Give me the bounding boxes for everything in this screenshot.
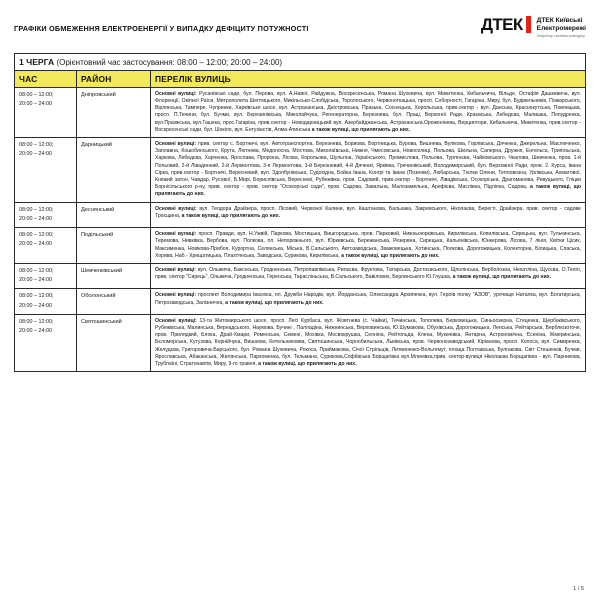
- page-number: 1 / 5: [573, 586, 584, 592]
- row-streets: [151, 87, 586, 137]
- streets-note: а також вулиці, що прилягають до них.: [451, 274, 551, 281]
- column-header-district: РАЙОН: [77, 70, 151, 87]
- streets-text: просп. Правди, вул. Н.Ужвій, Паркова, Мостицька, Вишгородська, пров. Парковий, Нижньоюрківська, Кирилівська, Копилівська, Сирецька, вул. Тульчинська, Теремова, Нивківка, Вербова, вул. Полкова, пл. Непорожнього, вул. Юркивська, Бережанська, Резервна, Сирецька, Кальянівська, Юнкерова, Лісова, 7 лінія, Квітки Цісик, Максименка, Новікова-Прибоя, Курортна, Селянська, Міська, В.Сальського, Автозаводська, Зважовецька, Хотинська, Полкова, Дорогожицька, Колекторна, Білицька, Спаська, Хорива, Наб.- Хрещатицька, Плахтянська, Заводська, Сурикова, Кирилівська,: [155, 231, 582, 259]
- streets-text: прив. сектор с. Бортничі, вул. Автотранспортна, Березнева, Бориова, Бортницька, Бурова, Вишнева, Вулікова, Горлівська, Дяченка, Джерельна, Маслюченко, Заплавна, Кошобинського, Крута, Лютнева, Медоносна, Мостова, Миколаївська, Нижня, Чмесовська, Новоселиці, Польова, Шкільна, Саперна, Дружня, Енгельса, Трипільська, Харкова, Лебедєва, Харченка, Ярослава, Прорізна, Лісова, Корольова, Шульгіна, Українського, Промислова, Польова, Тургенєва, Чайковського, Чкалова, Шевченка, пров. 1-й Польовий, 2-й Лівадинний, 2-й Лермонтова, 3-я Лермонтова, 3-й Березневий, 4-й Дяченкі, Ярківка, Гречинівський, Володимирський, бул. Верховної Ради, пров. 2. Курса, Івана Сірка, прив.сектор - Бортничі, Вересневий, вул. Здолбунівська, Судохідна, Бойка Івана, Конгрі та Івана (Позняки), Любарська, Тнілки Олени, Тепловозна, Урлівська, Ахматової, Княжий затон, Чавдар, Русової, Б.Мирі, Борислівська, Вересневі, Рубежівка, пров. Садовий, прив.сектор - Бортничі, Лівадівська, Осокорська, Драгоманова, Ревуцького, Гліцки Борнісільського р-ну, прив. сектор - прив. сектор "Осокорські сади", пров. Садова, Завальна, Малозамельна, Арефієва, Маслівка, Підліпка, Садова,: [155, 140, 581, 191]
- streets-text: вул. Ольжича, Бакснська, Гродненська, Петропавлівська, Рилєєва, Фруктова, Татарська, Достоєвського, Щполінська, Верболозна, Нехатліна, Щусєва, О.Телігі, прив. сектор "Сирець", Ольжича, Гродненська, Геренська, Тарасліньська, В.Сальського, Вавілових, Берлинського Ю.Глушка,: [155, 266, 581, 281]
- brand-line-1: ДТЕК Київські: [536, 17, 583, 24]
- streets-label: Основні вулиці:: [155, 317, 197, 324]
- streets-label: Основні вулиці:: [155, 266, 196, 273]
- row-time: 08:00 – 12:00; 20:00 – 24:00: [15, 228, 77, 264]
- row-district: Святошинський: [77, 314, 151, 372]
- brand-text: [537, 16, 586, 39]
- table-row: [15, 314, 586, 372]
- dtek-logo: [481, 16, 531, 33]
- row-district: Оболонський: [77, 289, 151, 314]
- streets-label: Основні вулиці:: [155, 205, 197, 212]
- streets-label: Основні вулиці:: [155, 90, 197, 97]
- row-district: Деснянський: [77, 202, 151, 227]
- schedule-table: [14, 53, 586, 373]
- table-body: [15, 87, 586, 372]
- row-time: 08:00 – 12:00; 20:00 – 24:00: [15, 137, 77, 202]
- row-district: Шевченківський: [77, 263, 151, 288]
- page-title: ГРАФІКИ ОБМЕЖЕННЯ ЕЛЕКТРОЕНЕРГІЇ У ВИПАДКУ ДЕФІЦИТУ ПОТУЖНОСТІ: [14, 24, 309, 33]
- table-head-row: [15, 70, 586, 87]
- queue-header-row: [15, 53, 586, 70]
- row-time: 08:00 – 12:00; 20:00 – 24:00: [15, 263, 77, 288]
- logo-text: ДТЕК: [480, 15, 523, 34]
- row-streets: [151, 228, 586, 264]
- table-row: [15, 202, 586, 227]
- column-header-streets: ПЕРЕЛІК ВУЛИЦЬ: [151, 70, 586, 87]
- streets-note: а також вулиці, що прилягають до них.: [256, 361, 357, 368]
- brand-block: [481, 16, 586, 39]
- table-row: [15, 289, 586, 314]
- queue-subtitle: (Орієнтовний час застосування: 08:00 – 12:00; 20:00 – 24:00): [56, 57, 283, 67]
- table-row: [15, 228, 586, 264]
- logo-accent-bar: [526, 16, 531, 33]
- table-row: [15, 137, 586, 202]
- row-streets: [151, 137, 586, 202]
- row-district: Дніпровський: [77, 87, 151, 137]
- streets-label: Основні вулиці:: [155, 231, 197, 238]
- row-district: Подільський: [77, 228, 151, 264]
- streets-label: Основні вулиці:: [155, 292, 197, 299]
- streets-note: а також вулиці, що прилягають до них.: [310, 126, 411, 133]
- streets-note: а також вулиці, що прилягають до них.: [155, 184, 582, 198]
- row-streets: [151, 289, 586, 314]
- queue-title: 1 ЧЕРГА: [19, 56, 55, 67]
- streets-text: вул. Теодора Драйзера, просп. Лісовий, Червоної Калини, вул. Каштанова, Бальзака, Закревського, Ніколаєва, Берегті, Драйзера, прив. сектор - садове Троєщина,: [155, 205, 582, 219]
- column-header-time: ЧАС: [15, 70, 77, 87]
- row-district: Дарницький: [77, 137, 151, 202]
- row-time: 08:00 – 12:00; 20:00 – 24:00: [15, 289, 77, 314]
- queue-header-cell: [15, 53, 586, 70]
- row-streets: [151, 263, 586, 288]
- streets-text: Русанівські сади, бул. Перова, вул. А.Навої, Райдужна, Воскресенська, Романа Шухевича, вул. Микитенка, Кибальчича, Вільде, Остафія Дашкевича, вул. Флоренції, Окіпної Раїси, Митрополита Шептицького, Микільсько-Слобідська, Торолоського, Червоноткацька, просп. Соборності, Гагаріна, Миру, бул. Будівельників, Пожарського, Вірлянська, Тампере, Чупринки, Харківське шосе, вул. Астраханська, Дністровська, Празька, Соснецька, Хорольська, прив.сектор - вул. Данська, Краснокутська, Повянцьва, просп. П.Тичини, бул. Бучми, вул. Березинівська, Миколайчука, Регенераторна, Березнева, бул. Праці, Верхоної Ради, Краєвська, Лебедєва, Малишка, Попудренка, вул.Празжська, вул.Гашека, прос.Гагаріна, прив.сектор - Новодарницький вул. Азербайджанська, Астраханська.Ороженінева, Верцинтори, Кибальчича, Микитенка, прив.сектор - Воскресенські сади, бул. Шокіло, вул. Ентузіастів, Алма-Атинська: [155, 90, 581, 133]
- streets-text: проспект Володимира Івасюка, пл. Дружби Народів, вул. Йорданська, Олександра Архипенка, вул. Героїв полку "АЗОВ", урочище Наталка, вул. Богатирська, Петрозаводська, Залізнична,: [155, 292, 581, 306]
- row-streets: [151, 202, 586, 227]
- brand-subtitle: Оператор системи розподілу: [536, 34, 585, 39]
- streets-text: 13-та Житомирського шосе, просп. Лесі Курбаса, вул. Жовтнева (с. Чайки), Тичинська, Тополева, Берковецька, Синьоозерна, Стеценка, Щербаківського, Рубежівська, Малинська, Вернадського, Наумова, Бучині , Палладіна, Нижнинська, Верховинська, Ю.Шумакова, Обухівська, Дорогожицька, Ленська, Рейтарська, Верблюзоточе, пров. Прилядкий, Блока, Драй-Хмари, Роменська, Семені, Мохівка, Мосвокрушка, Сеоніна, Рейтопьда, Клена, Мукачівка, Янтарна, Астрономічна, Єсеніна, Жмеринська, Бєломорська, Кутузова, Корнійчука, Вишнева, Котельниковва, Святошинська, Чорнобильська, Львівська, пров. Червонозаводський, Кіріанова, просп. Колоса, вул. Симиренка, Желудєва, Григоровича-Барського, бул. Романа Шухевича, Рокоса, Приймакова, Січої Стрільців, Литвиненко-Вольгемут, площа Полтавська, Булгакова, Світ Стешенків, Бучми, Ярославська, Абаканська, Жилянська, Пархоменка, бул. Тельмана, Сурикова,Софіївська Борщагівка вул.Млинівка,прив. сектор-вулиця Ніколаєва Борщагівка - вул. Парникова, Трублаїні, Стратонавтів, Миру, 9-го травня,: [155, 317, 581, 368]
- row-streets: [151, 314, 586, 372]
- streets-note: а також вулиці, що прилягають до них.: [180, 212, 280, 219]
- row-time: 08:00 – 12:00; 20:00 – 24:00: [15, 314, 77, 372]
- streets-label: Основні вулиці:: [155, 140, 197, 147]
- streets-note: а також вулиці, що прилягають до них.: [339, 252, 440, 259]
- brand-line-2: Електромережі: [536, 24, 586, 32]
- table-row: [15, 87, 586, 137]
- table-row: [15, 263, 586, 288]
- row-time: 08:00 – 12:00; 20:00 – 24:00: [15, 87, 77, 137]
- streets-note: а також вулиці, що прилягають до них.: [223, 299, 324, 306]
- row-time: 08:00 – 12:00; 20:00 – 24:00: [15, 202, 77, 227]
- page-header: [14, 16, 586, 39]
